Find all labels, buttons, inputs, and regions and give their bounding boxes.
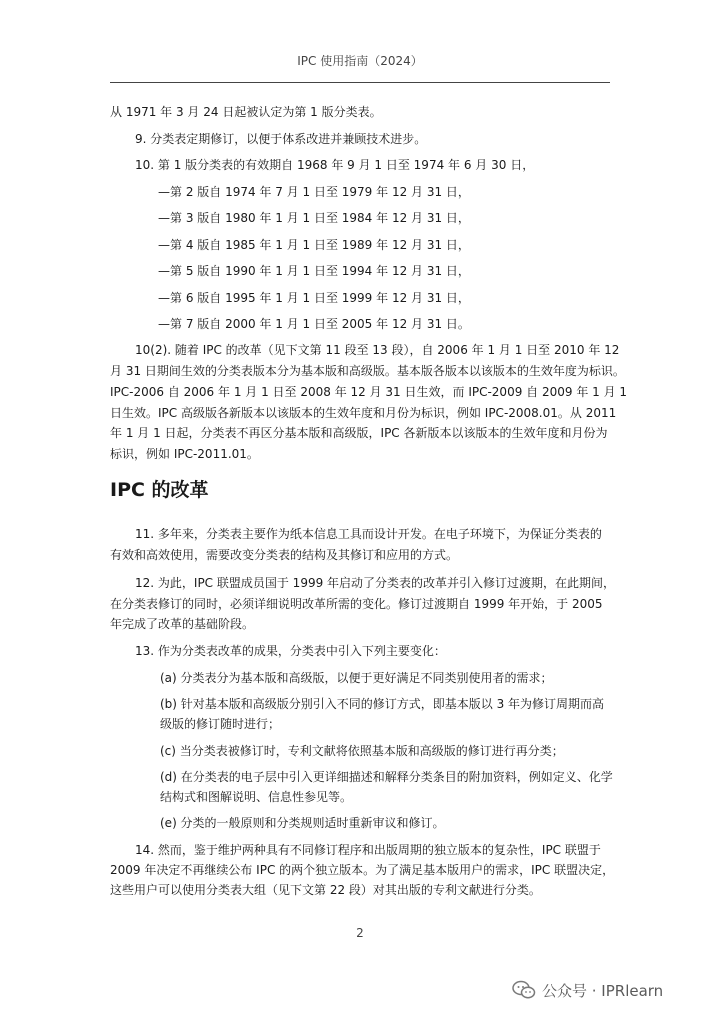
text-line: —第 5 版自 1990 年 1 月 1 日至 1994 年 12 月 31 日，	[158, 264, 470, 278]
text-line: 12. 为此，IPC 联盟成员国于 1999 年启动了分类表的改革并引入修订过渡期，在此期间，	[135, 576, 616, 590]
text-line: 年完成了改革的基础阶段。	[110, 617, 255, 631]
text-line: —第 3 版自 1980 年 1 月 1 日至 1984 年 12 月 31 日，	[158, 211, 470, 225]
list-item: 级版的修订随时进行；	[160, 717, 281, 731]
text-line: 2009 年决定不再继续公布 IPC 的两个独立版本。为了满足基本版用户的需求，IPC 联盟决定，	[110, 863, 615, 877]
list-item: 结构式和图解说明、信息性参见等。	[160, 790, 353, 804]
text-line: 有效和高效使用，需要改变分类表的结构及其修订和应用的方式。	[110, 548, 459, 562]
header-divider	[110, 82, 610, 83]
text-line: 年 1 月 1 日起，分类表不再区分基本版和高级版，IPC 各新版本以该版本的生效年度和月份为	[110, 426, 608, 440]
text-line: 9. 分类表定期修订，以便于体系改进并兼顾技术进步。	[135, 132, 427, 146]
list-item: (c) 当分类表被修订时，专利文献将依照基本版和高级版的修订进行再分类；	[160, 744, 564, 758]
text-line: 日生效。IPC 高级版各新版本以该版本的生效年度和月份为标识，例如 IPC-2008.01。从 2011	[110, 406, 617, 420]
text-line: 标识，例如 IPC-2011.01。	[110, 447, 259, 461]
section-heading: IPC 的改革	[110, 479, 209, 501]
text-line: —第 7 版自 2000 年 1 月 1 日至 2005 年 12 月 31 日。	[158, 317, 470, 331]
text-line: 10. 第 1 版分类表的有效期自 1968 年 9 月 1 日至 1974 年 6 月 30 日，	[135, 158, 535, 172]
text-line: —第 4 版自 1985 年 1 月 1 日至 1989 年 12 月 31 日，	[158, 238, 470, 252]
page-number: 2	[356, 926, 364, 940]
watermark	[512, 978, 663, 1002]
text-line: 14. 然而，鉴于维护两种具有不同修订程序和出版周期的独立版本的复杂性，IPC 联盟于	[135, 843, 601, 857]
list-item: (e) 分类的一般原则和分类规则适时重新审议和修订。	[160, 816, 445, 830]
list-item: (d) 在分类表的电子层中引入更详细描述和解释分类条目的附加资料，例如定义、化学	[160, 770, 613, 784]
text-line: 从 1971 年 3 月 24 日起被认定为第 1 版分类表。	[110, 105, 382, 119]
list-item: (b) 针对基本版和高级版分别引入不同的修订方式，即基本版以 3 年为修订周期而高	[160, 697, 605, 711]
running-header: IPC 使用指南（2024）	[297, 54, 423, 68]
text-line: 月 31 日期间生效的分类表版本分为基本版和高级版。基本版各版本以该版本的生效年度为标识。	[110, 364, 625, 378]
text-line: 在分类表修订的同时，必须详细说明改革所需的变化。修订过渡期自 1999 年开始，于 2005	[110, 597, 603, 611]
text-line: 13. 作为分类表改革的成果，分类表中引入下列主要变化：	[135, 644, 446, 658]
text-line: 10(2). 随着 IPC 的改革（见下文第 11 段至 13 段），自 2006 年 1 月 1 日至 2010 年 12	[135, 343, 620, 357]
text-line: 11. 多年来，分类表主要作为纸本信息工具而设计开发。在电子环境下，为保证分类表的	[135, 527, 602, 541]
list-item: (a) 分类表分为基本版和高级版，以便于更好满足不同类别使用者的需求；	[160, 671, 553, 685]
text-line: 这些用户可以使用分类表大组（见下文第 22 段）对其出版的专利文献进行分类。	[110, 883, 541, 897]
watermark-text: 公众号 · IPRlearn	[542, 981, 664, 1000]
text-line: IPC-2006 自 2006 年 1 月 1 日至 2008 年 12 月 31 日生效，而 IPC-2009 自 2009 年 1 月 1	[110, 385, 628, 399]
text-line: —第 6 版自 1995 年 1 月 1 日至 1999 年 12 月 31 日，	[158, 291, 470, 305]
wechat-icon	[512, 980, 536, 1000]
text-line: —第 2 版自 1974 年 7 月 1 日至 1979 年 12 月 31 日，	[158, 185, 470, 199]
